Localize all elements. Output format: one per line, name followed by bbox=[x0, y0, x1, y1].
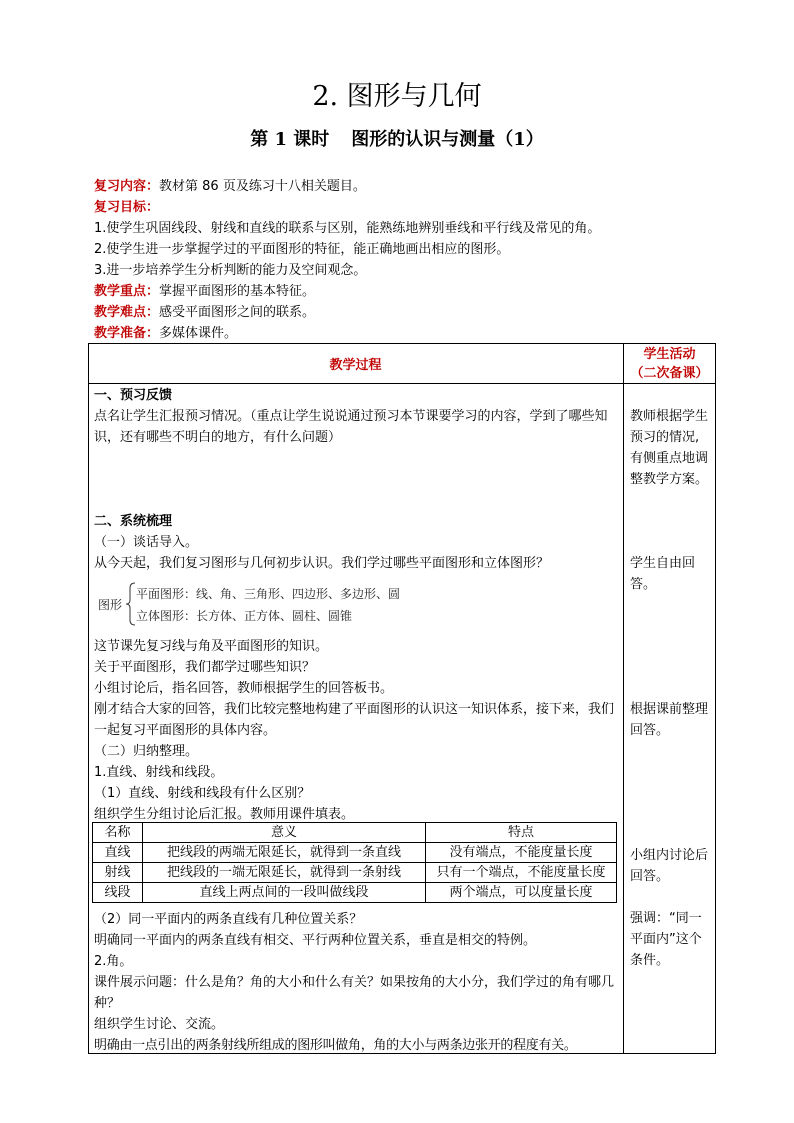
table-cell: 把线段的两端无限延长，就得到一条直线 bbox=[143, 843, 426, 863]
paragraph: 点名让学生汇报预习情况。（重点让学生说说通过预习本节课要学习的内容，学到了哪些知识，还有哪些不明白的地方，有什么问题） bbox=[94, 409, 608, 445]
table-header-cell: 名称 bbox=[93, 823, 143, 843]
prep-text: 多媒体课件。 bbox=[159, 326, 238, 341]
table-cell: 没有端点，不能度量长度 bbox=[426, 843, 617, 863]
table-cell: 只有一个端点，不能度量长度 bbox=[426, 863, 617, 883]
side-note: 强调：“同一平面内”这个条件。 bbox=[630, 911, 702, 968]
key-text: 掌握平面图形的基本特征。 bbox=[159, 284, 316, 299]
prep-label: 教学准备： bbox=[94, 326, 160, 341]
side-note: 小组内讨论后回答。 bbox=[630, 848, 709, 884]
paragraph: 关于平面图形，我们都学过哪些知识？ bbox=[94, 660, 316, 675]
diagram-row-solid: 立体图形：长方体、正方体、圆柱、圆锥 bbox=[136, 609, 353, 623]
section-title: 二、系统梳理 bbox=[94, 514, 173, 529]
table-cell: 射线 bbox=[93, 863, 143, 883]
table-header-cell: 特点 bbox=[426, 823, 617, 843]
lesson-subtitle bbox=[0, 127, 794, 153]
difficulty-text: 感受平面图形之间的联系。 bbox=[159, 305, 316, 320]
table-header-cell: 意义 bbox=[143, 823, 426, 843]
subsection-title: （一）谈话导入。 bbox=[94, 535, 199, 550]
goal-item: 2.使学生进一步掌握学过的平面图形的特征，能正确地画出相应的图形。 bbox=[94, 242, 510, 257]
table-cell: 两个端点，可以度量长度 bbox=[426, 883, 617, 903]
paragraph: 课件展示问题：什么是角？角的大小和什么有关？如果按角的大小分，我们学过的角有哪几种？ bbox=[94, 975, 615, 1011]
paragraph: 组织学生讨论、交流。 bbox=[94, 1017, 225, 1032]
section-review bbox=[94, 511, 622, 574]
activity-header bbox=[624, 344, 715, 383]
paragraph: 刚才结合大家的回答，我们比较完整地构建了平面图形的认识这一知识体系，接下来，我们一起复习平面图形的具体内容。 bbox=[94, 702, 615, 738]
table-row bbox=[93, 843, 617, 863]
line-types-table bbox=[92, 822, 617, 903]
item-title: 1.直线、射线和线段。 bbox=[94, 765, 224, 780]
side-note: 根据课前整理回答。 bbox=[630, 702, 709, 738]
section-review-continued bbox=[94, 636, 622, 825]
table-header-row bbox=[93, 823, 617, 843]
header-divider bbox=[88, 383, 716, 384]
diagram-root: 图形 bbox=[98, 598, 123, 612]
difficulty-label: 教学难点： bbox=[94, 305, 160, 320]
item-title: 2.角。 bbox=[94, 954, 133, 969]
goal-item: 1.使学生巩固线段、射线和直线的联系与区别，能熟练地辨别垂线和平行线及常见的角。 bbox=[94, 221, 601, 236]
question: （2）同一平面内的两条直线有几种位置关系？ bbox=[94, 912, 363, 927]
page-title: 2. 图形与几何 bbox=[312, 81, 482, 112]
table-row bbox=[93, 883, 617, 903]
column-divider bbox=[623, 343, 624, 1054]
table-cell: 线段 bbox=[93, 883, 143, 903]
paragraph: 明确同一平面内的两条直线有相交、平行两种位置关系，垂直是相交的特例。 bbox=[94, 933, 537, 948]
section-title: 一、预习反馈 bbox=[94, 388, 173, 403]
diagram-row-plane: 平面图形：线、角、三角形、四边形、多边形、圆 bbox=[136, 587, 401, 601]
goal-item: 3.进一步培养学生分析判断的能力及空间观念。 bbox=[94, 263, 367, 278]
key-label: 教学重点： bbox=[94, 284, 160, 299]
table-cell: 直线上两点间的一段叫做线段 bbox=[143, 883, 426, 903]
paragraph: 这节课先复习线与角及平面图形的知识。 bbox=[94, 639, 329, 654]
shape-classification-diagram bbox=[98, 582, 418, 628]
process-header: 教学过程 bbox=[329, 358, 382, 373]
lesson-number: 第 1 课时 bbox=[250, 129, 330, 150]
activity-header-line1: 学生活动 bbox=[643, 347, 696, 362]
lesson-topic: 图形的认识与测量（1） bbox=[351, 129, 544, 150]
paragraph: 组织学生分组讨论后汇报。教师用课件填表。 bbox=[94, 807, 355, 822]
paragraph: 明确由一点引出的两条射线所组成的图形叫做角，角的大小与两条边张开的程度有关。 bbox=[94, 1038, 577, 1053]
section-preview bbox=[94, 385, 622, 448]
question: （1）直线、射线和线段有什么区别？ bbox=[94, 786, 311, 801]
paragraph: 从今天起，我们复习图形与几何初步认识。我们学过哪些平面图形和立体图形？ bbox=[94, 556, 550, 571]
table-row bbox=[93, 863, 617, 883]
subsection-title: （二）归纳整理。 bbox=[94, 744, 199, 759]
side-note: 教师根据学生预习的情况,有侧重点地调整教学方案。 bbox=[630, 409, 709, 487]
table-cell: 把线段的一端无限延长，就得到一条射线 bbox=[143, 863, 426, 883]
content-label: 复习内容： bbox=[94, 179, 160, 194]
activity-header-line2: （二次备课） bbox=[630, 366, 709, 381]
content-text: 教材第 86 页及练习十八相关题目。 bbox=[159, 179, 366, 194]
side-note: 学生自由回答。 bbox=[630, 556, 696, 592]
section-review-end bbox=[94, 909, 622, 1056]
lesson-intro bbox=[94, 176, 714, 344]
table-cell: 直线 bbox=[93, 843, 143, 863]
goals-label: 复习目标： bbox=[94, 200, 160, 215]
paragraph: 小组讨论后，指名回答，教师根据学生的回答板书。 bbox=[94, 681, 394, 696]
